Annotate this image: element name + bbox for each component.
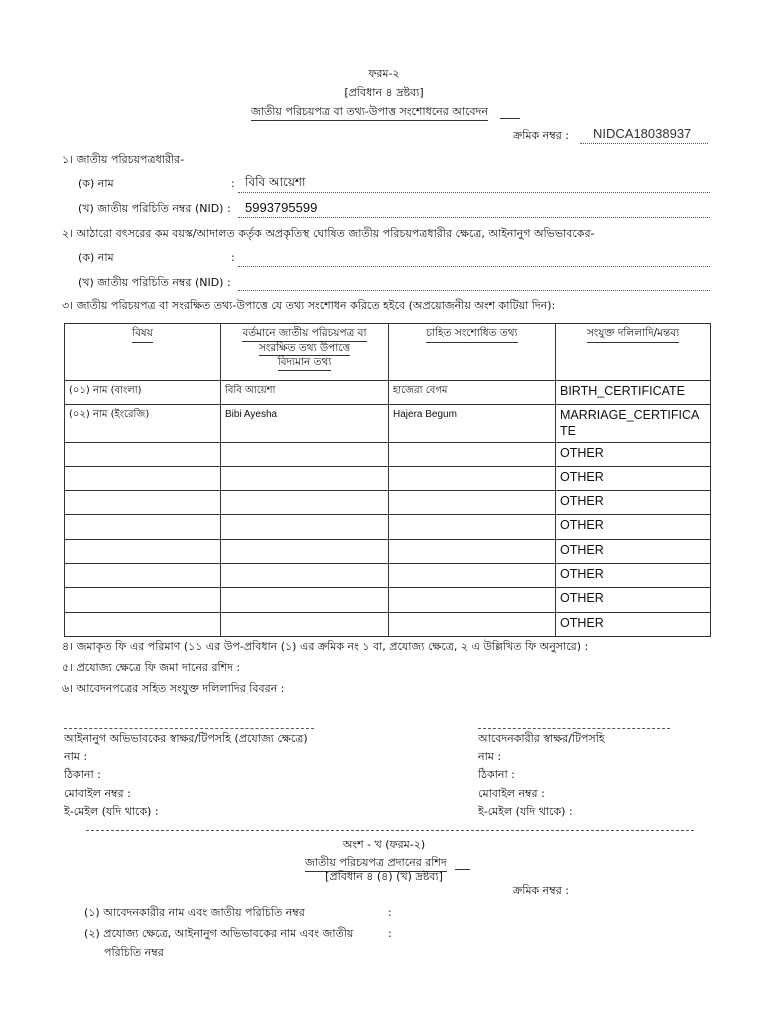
section1-name-colon: :	[231, 177, 235, 190]
cell-requested	[389, 491, 556, 515]
cell-doc: OTHER	[556, 539, 711, 563]
header-attached	[556, 324, 711, 381]
cell-doc: OTHER	[556, 515, 711, 539]
cell-doc: OTHER	[556, 491, 711, 515]
applicant-mobile-label: মোবাইল নম্বর :	[478, 787, 545, 800]
cell-doc: OTHER	[556, 588, 711, 612]
table-row	[65, 405, 711, 443]
cell-current	[221, 442, 389, 466]
cell-subject	[65, 491, 221, 515]
cell-requested	[389, 442, 556, 466]
rule-reference: [প্রবিধান ৪ দ্রষ্টব্য]	[344, 86, 424, 99]
serial-dotline	[580, 143, 708, 144]
cell-subject	[65, 612, 221, 636]
part-b-rule-reference: [প্রবিধান ৪ (৪) (খ) দ্রষ্টব্য]	[325, 870, 443, 883]
applicant-email-label: ই-মেইল (যদি থাকে) :	[478, 805, 573, 818]
section5-fee-receipt: ৫। প্রযোজ্য ক্ষেত্রে ফি জমা দানের রশিদ :	[62, 661, 241, 674]
guardian-name-dotline	[238, 266, 710, 267]
page-title-text: জাতীয় পরিচয়পত্র বা তথ্য-উপাত্ত সংশোধনের আবেদন	[251, 105, 488, 121]
section6-attachments: ৬। আবেদনপত্রের সহিত সংযুক্ত দলিলাদির বিবরন :	[62, 682, 285, 695]
header-current-line1: বর্তমানে জাতীয় পরিচয়পত্র বা	[242, 327, 366, 342]
part-b-serial-label: ক্রমিক নম্বর :	[513, 884, 569, 897]
cell-requested: হাজেরা বেগম	[389, 381, 556, 405]
form-number: ফরম-২	[368, 67, 400, 80]
table-row	[65, 563, 711, 587]
part-b-item2-colon: :	[388, 927, 392, 940]
guardian-signature-line	[64, 728, 314, 729]
section2-heading: ২। আঠারো বৎসরের কম বয়স্ক/আদালত কর্তৃক অপ্রকৃতিস্থ ঘোষিত জাতীয় পরিচয়পত্রধারীর ক্ষেত্রে, আইনানুগ অভিভাবকের-	[62, 227, 595, 240]
cell-subject	[65, 442, 221, 466]
guardian-signature-title: আইনানুগ অভিভাবকের স্বাক্ষর/টিপসহি (প্রযোজ্য ক্ষেত্রে)	[64, 732, 308, 745]
guardian-address-label: ঠিকানা :	[64, 768, 101, 781]
cell-subject	[65, 588, 221, 612]
cell-doc: OTHER	[556, 466, 711, 490]
cell-doc: OTHER	[556, 442, 711, 466]
serial-value: NIDCA18038937	[593, 126, 692, 141]
cell-doc: MARRIAGE_CERTIFICATE	[556, 405, 711, 443]
cell-requested: Hajera Begum	[389, 405, 556, 443]
section1-name-label: (ক) নাম	[78, 177, 114, 190]
cell-current: Bibi Ayesha	[221, 405, 389, 443]
cell-subject	[65, 563, 221, 587]
cell-requested	[389, 563, 556, 587]
cell-requested	[389, 466, 556, 490]
title-underline-tail	[500, 118, 520, 119]
part-b-heading: অংশ - খ (ফরম-২)	[342, 838, 426, 851]
cell-current: বিবি আয়েশা	[221, 381, 389, 405]
applicant-signature-title: আবেদনকারীর স্বাক্ষর/টিপসহি	[478, 732, 605, 745]
cell-current	[221, 466, 389, 490]
section2-name-colon: :	[231, 251, 235, 264]
header-current	[221, 324, 389, 381]
cell-doc: BIRTH_CERTIFICATE	[556, 381, 711, 405]
table-row	[65, 381, 711, 405]
applicant-address-label: ঠিকানা :	[478, 768, 515, 781]
guardian-name-label: নাম :	[64, 750, 88, 763]
header-attached-text: সংযুক্ত দলিলাদি/মন্তব্য	[587, 327, 679, 343]
part-b-item1-colon: :	[388, 906, 392, 919]
serial-label: ক্রমিক নম্বর :	[513, 129, 569, 142]
holder-name-value: বিবি আয়েশা	[245, 175, 306, 189]
part-b-title-text: জাতীয় পরিচয়পত্র প্রদানের রশিদ	[305, 856, 447, 872]
applicant-signature-line	[478, 728, 670, 729]
cell-subject	[65, 466, 221, 490]
cell-requested	[389, 588, 556, 612]
table-row	[65, 515, 711, 539]
cell-current	[221, 539, 389, 563]
section3-heading: ৩। জাতীয় পরিচয়পত্র বা সংরক্ষিত তথ্য-উপাত্তে যে তথ্য সংশোধন করিতে হইবে (অপ্রয়োজনীয় অংশ কাটিয়া দিন):	[62, 299, 556, 312]
cell-current	[221, 515, 389, 539]
cell-doc: OTHER	[556, 563, 711, 587]
section2-nid-label: (খ) জাতীয় পরিচিতি নম্বর (NID) :	[78, 276, 231, 289]
cell-current	[221, 491, 389, 515]
guardian-email-label: ই-মেইল (যদি থাকে) :	[64, 805, 159, 818]
table-header-row	[65, 324, 711, 381]
cell-current	[221, 612, 389, 636]
holder-nid-value: 5993795599	[245, 200, 318, 215]
table-row	[65, 539, 711, 563]
header-current-line3: বিদ্যমান তথ্য	[278, 356, 332, 371]
cell-requested	[389, 539, 556, 563]
cell-subject	[65, 515, 221, 539]
cell-doc: OTHER	[556, 612, 711, 636]
cut-line	[86, 830, 694, 831]
page-title	[251, 105, 488, 121]
cell-subject: (০২) নাম (ইংরেজি)	[65, 405, 221, 443]
part-b-item2-line2: পরিচিতি নম্বর	[104, 946, 164, 959]
cell-requested	[389, 612, 556, 636]
header-subject-text: বিষয়	[132, 327, 153, 343]
header-requested-text: চাহিত সংশোধিত তথ্য	[426, 327, 517, 343]
header-current-line2: সংরক্ষিত তথ্য উপাত্তে	[259, 342, 350, 357]
table-row	[65, 612, 711, 636]
section4-fee-amount: ৪। জমাকৃত ফি এর পরিমাণ (১১ এর উপ-প্রবিধান (১) এর ক্রমিক নং ১ বা, প্রযোজ্য ক্ষেত্রে, ২ এ উল্লিখিত ফি অনুসারে) :	[62, 640, 589, 653]
cell-requested	[389, 515, 556, 539]
part-b-item1: (১) আবেদনকারীর নাম এবং জাতীয় পরিচিতি নম্বর	[84, 906, 305, 919]
table-row	[65, 588, 711, 612]
applicant-name-label: নাম :	[478, 750, 502, 763]
section2-name-label: (ক) নাম	[78, 251, 114, 264]
guardian-nid-dotline	[238, 290, 710, 291]
header-requested	[389, 324, 556, 381]
section1-nid-label: (খ) জাতীয় পরিচিতি নম্বর (NID) :	[78, 202, 231, 215]
cell-current	[221, 563, 389, 587]
cell-subject: (০১) নাম (বাংলা)	[65, 381, 221, 405]
cell-subject	[65, 539, 221, 563]
guardian-mobile-label: মোবাইল নম্বর :	[64, 787, 131, 800]
table-row	[65, 466, 711, 490]
header-subject	[65, 324, 221, 381]
correction-table	[64, 323, 711, 637]
table-row	[65, 442, 711, 466]
holder-name-dotline	[238, 192, 710, 193]
section1-heading: ১। জাতীয় পরিচয়পত্রধারীর-	[62, 153, 185, 166]
table-row	[65, 491, 711, 515]
part-b-item2-line1: (২) প্রযোজ্য ক্ষেত্রে, আইনানুগ অভিভাবকের নাম এবং জাতীয়	[84, 927, 354, 940]
cell-current	[221, 588, 389, 612]
holder-nid-dotline	[238, 217, 710, 218]
